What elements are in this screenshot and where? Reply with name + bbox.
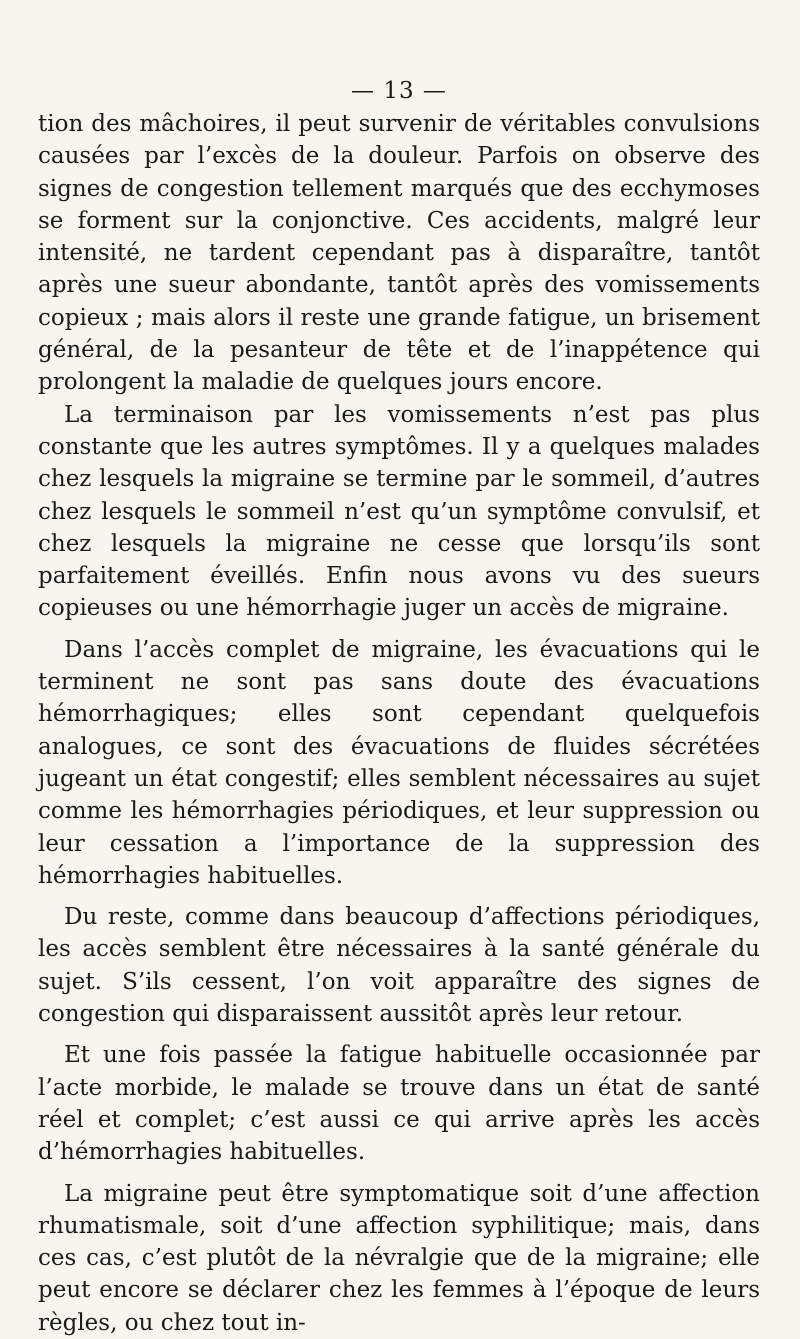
paragraph-continuation: tion des mâchoires, il peut survenir de véritables convulsions causées par l’excès de la douleur. Parfois on observe des signes de congestion tellement marqués que des ecchymoses se forment sur la conjonctive. Ces accidents, malgré leur intensité, ne tardent cependant pas à disparaître, tantôt après une sueur abondante, tantôt après des vomissements copieux ; mais alors il reste une grande fatigue, un brisement général, de la pesanteur de tête et de l’inappétence qui prolongent la maladie de quelques jours encore. [38, 111, 760, 396]
paragraph-du-reste: Du reste, comme dans beaucoup d’affections périodiques, les accès semblent être nécessaires à la santé générale du sujet. S’ils cessent, l’on voit apparaître des signes de congestion qui disparaissent aussitôt après leur retour. [38, 904, 760, 1028]
paragraph-symptomatique: La migraine peut être symptomatique soit d’une affection rhumatismale, soit d’une affection syphilitique; mais, dans ces cas, c’est plutôt de la névralgie que de la migraine; elle peut encore se déclarer chez les femmes à l’époque de leurs règles, ou chez tout in- [38, 1180, 760, 1336]
page-number: — 13 — [351, 78, 447, 104]
paragraph-terminaison: La terminaison par les vomissements n’est pas plus constante que les autres symptômes. Il y a quelques malades chez lesquels la migraine se termine par le sommeil, d’autres chez lesquels le sommeil n’est qu’un symptôme convulsif, et chez lesquels la migraine ne cesse que lorsqu’ils sont parfaitement éveillés. Enfin nous avons vu des sueurs copieuses ou une hémorrhagie juger un accès de migraine. [38, 401, 760, 622]
paragraph-fatigue: Et une fois passée la fatigue habituelle occasionnée par l’acte morbide, le malade se trouve dans un état de santé réel et complet; c’est aussi ce qui arrive après les accès d’hémorrhagies habituelles. [38, 1042, 760, 1166]
paragraph-acces-complet: Dans l’accès complet de migraine, les évacuations qui le terminent ne sont pas sans doute des évacuations hémorrhagiques; elles sont cependant quelquefois analogues, ce sont des évacuations de fluides sécrétées jugeant un état congestif; elles semblent nécessaires au sujet comme les hémorrhagies périodiques, et leur suppression ou leur cessation a l’importance de la suppression des hémorrhagies habituelles. [38, 636, 760, 889]
